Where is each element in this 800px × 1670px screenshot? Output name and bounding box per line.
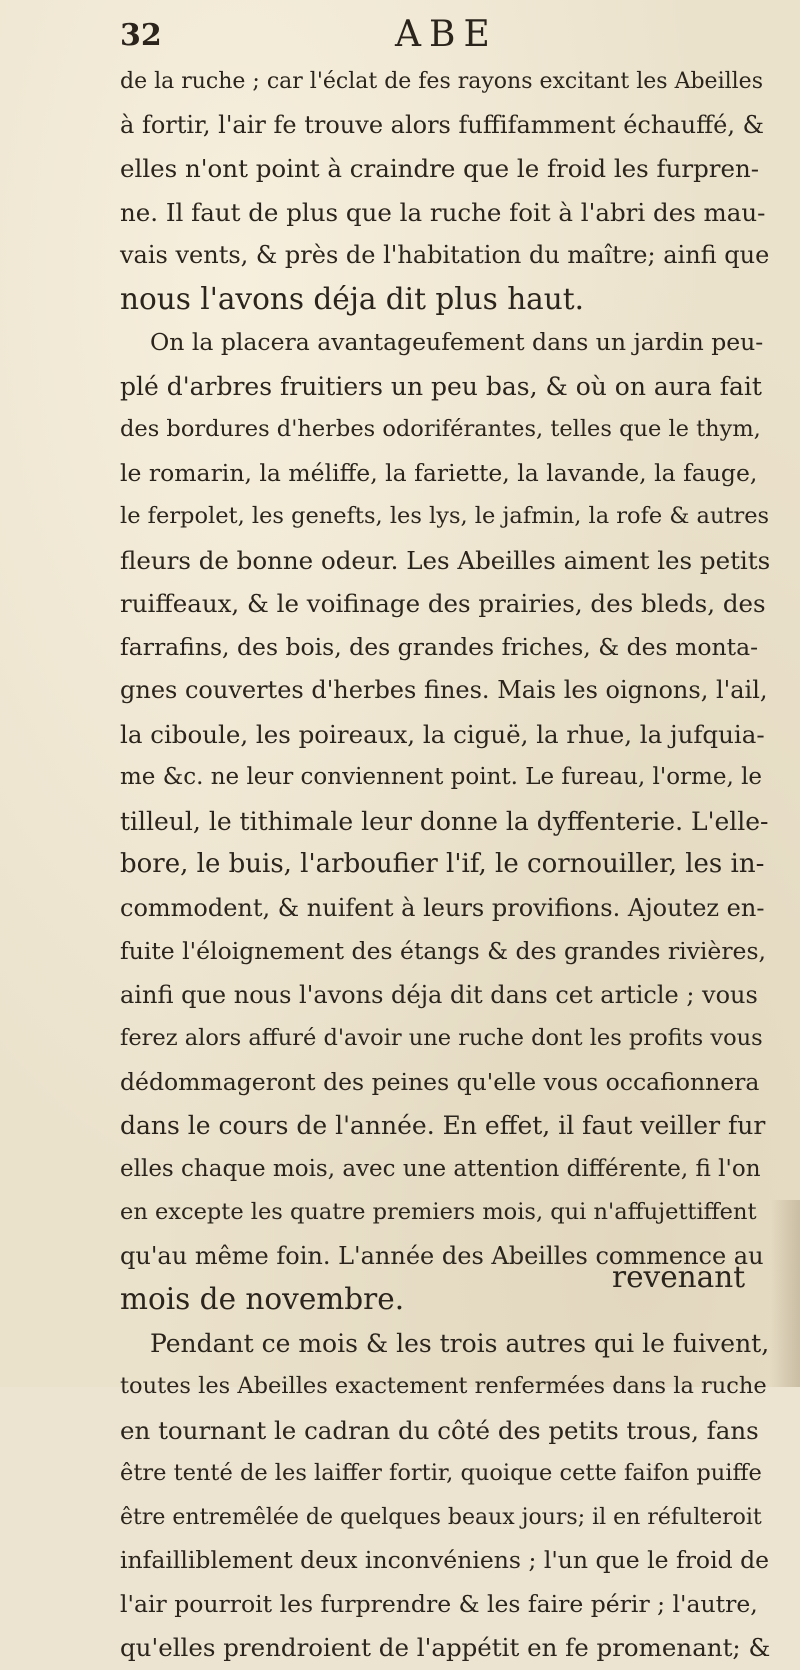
text-line: fleurs de bonne odeur. Les Abeilles aiment les petits: [120, 545, 771, 575]
text-line: dédommageront des peines qu'elle vous occafionnera: [120, 1067, 760, 1096]
text-line: gnes couvertes d'herbes fines. Mais les oignons, l'ail,: [120, 676, 768, 704]
text-line: être entremêlée de quelques beaux jours; il en réfulteroit: [120, 1504, 762, 1530]
text-line: plé d'arbres fruitiers un peu bas, & où on aura fait: [120, 371, 762, 401]
paragraph-start-line: Pendant ce mois & les trois autres qui le fuivent,: [150, 1328, 770, 1358]
text-line: la ciboule, les poireaux, la ciguë, la rhue, la jufquia-: [120, 719, 765, 749]
text-line: nous l'avons déja dit plus haut.: [120, 281, 585, 316]
text-line: de la ruche ; car l'éclat de fes rayons excitant les Abeilles: [120, 69, 763, 94]
running-head: ABE: [395, 14, 498, 55]
text-line: des bordures d'herbes odoriférantes, telles que le thym,: [120, 416, 761, 442]
text-line: tilleul, le tithimale leur donne la dyffenterie. L'elle-: [120, 806, 769, 836]
text-line: à fortir, l'air fe trouve alors fuffifamment échauffé, &: [120, 110, 764, 139]
text-line: commodent, & nuifent à leurs provifions. Ajoutez en-: [120, 893, 765, 922]
text-line: en tournant le cadran du côté des petits trous, fans: [120, 1415, 759, 1445]
text-line: vais vents, & près de l'habitation du maître; ainfi que: [120, 241, 770, 269]
text-line: qu'au même foin. L'année des Abeilles commence au: [120, 1241, 764, 1270]
text-line: bore, le buis, l'arboufier l'if, le cornouiller, les in-: [120, 849, 765, 879]
page-header: [0, 12, 800, 56]
page-edge-shadow: [770, 1200, 800, 1387]
text-line: toutes les Abeilles exactement renfermées dans la ruche: [120, 1373, 767, 1399]
text-line: le romarin, la méliffe, la fariette, la lavande, la fauge,: [120, 458, 758, 487]
text-line: me &c. ne leur conviennent point. Le fureau, l'orme, le: [120, 764, 763, 790]
text-line: farrafins, des bois, des grandes friches, & des monta-: [120, 632, 759, 661]
text-line: ruiffeaux, & le voifinage des prairies, des bleds, des: [120, 589, 766, 618]
paragraph-start-line: On la placera avantageufement dans un jardin peu-: [150, 328, 764, 356]
catchword: revenant: [612, 1260, 746, 1294]
text-line: qu'elles prendroient de l'appétit en fe promenant; &: [120, 1633, 771, 1662]
page-number: 32: [120, 18, 162, 53]
text-line: ne. Il faut de plus que la ruche foit à l'abri des mau-: [120, 197, 766, 227]
text-line: l'air pourroit les furprendre & les faire périr ; l'autre,: [120, 1589, 758, 1618]
text-line: elles chaque mois, avec une attention différente, fi l'on: [120, 1155, 761, 1182]
text-line: dans le cours de l'année. En effet, il faut veiller fur: [120, 1111, 766, 1140]
text-line: ainfi que nous l'avons déja dit dans cet article ; vous: [120, 980, 758, 1009]
text-line: ferez alors affuré d'avoir une ruche dont les profits vous: [120, 1025, 763, 1051]
body-text: [120, 60, 770, 1670]
text-line: en excepte les quatre premiers mois, qui n'affujettiffent: [120, 1199, 757, 1225]
text-line: elles n'ont point à craindre que le froid les furpren-: [120, 154, 760, 183]
text-line: être tenté de les laiffer fortir, quoique cette faifon puiffe: [120, 1460, 762, 1486]
text-line: infailliblement deux inconvéniens ; l'un que le froid de: [120, 1546, 770, 1574]
text-line: le ferpolet, les genefts, les lys, le jafmin, la rofe & autres: [120, 503, 770, 529]
text-line: fuite l'éloignement des étangs & des grandes rivières,: [120, 937, 766, 965]
text-line: mois de novembre.: [120, 1282, 405, 1316]
